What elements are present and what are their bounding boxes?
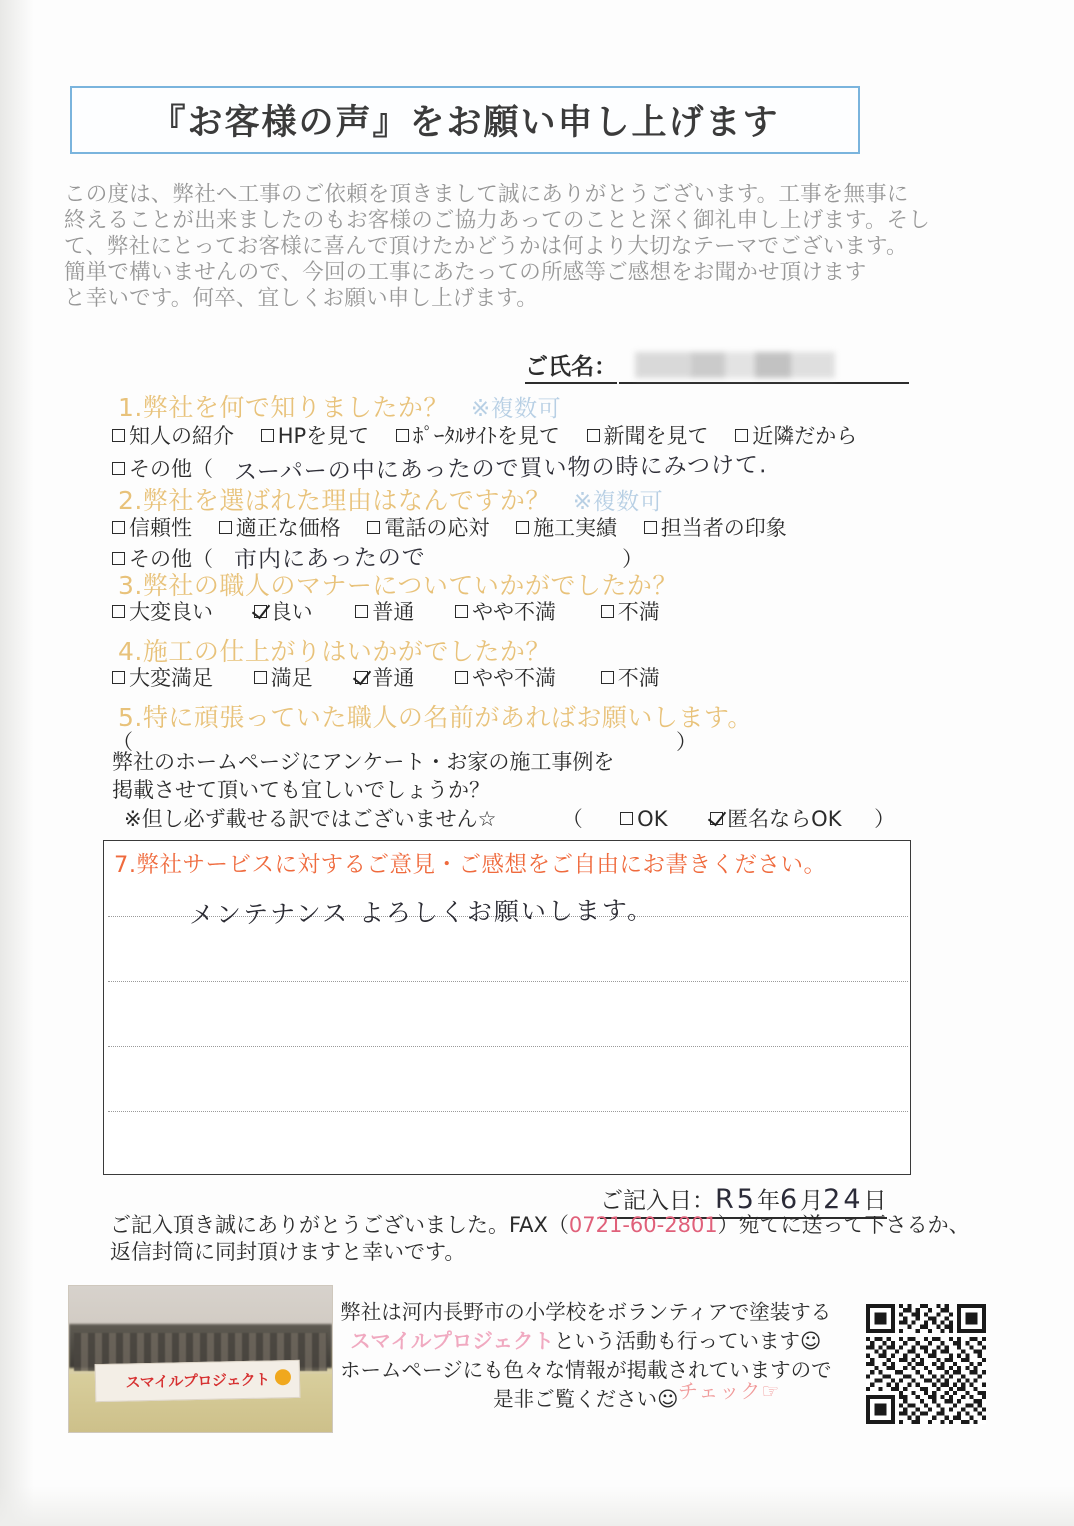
entry-date-month: 6 <box>779 1184 801 1215</box>
checkbox-icon[interactable] <box>587 429 600 442</box>
question-1-heading <box>118 388 561 424</box>
q2-option-staff-impression[interactable] <box>644 512 787 542</box>
question-4-heading-text: 4.施工の仕上がりはいかがでしたか？ <box>118 637 551 666</box>
question-5-heading <box>118 698 753 734</box>
checkbox-checked-icon[interactable] <box>254 605 267 618</box>
intro-paragraph <box>64 182 1024 312</box>
promo-line-3: ホームページにも色々な情報が掲載されていますので <box>340 1358 832 1382</box>
checkbox-icon[interactable] <box>112 462 125 475</box>
entry-date-day: 24 <box>823 1184 864 1215</box>
checkbox-icon[interactable] <box>355 605 368 618</box>
checkbox-icon[interactable] <box>112 429 125 442</box>
q2-other-close-paren: ） <box>622 547 644 571</box>
q3-option-good[interactable] <box>254 596 313 626</box>
q3-option-label: 良い <box>270 600 313 624</box>
q1-option-homepage[interactable] <box>261 420 369 450</box>
q1-option-label: HPを見て <box>277 424 370 448</box>
q2-option-track-record[interactable] <box>516 512 617 542</box>
consent-option-ok[interactable] <box>620 807 667 831</box>
entry-date-year: 5 <box>736 1184 757 1215</box>
checkbox-icon[interactable] <box>620 812 633 825</box>
q1-option-newspaper[interactable] <box>587 420 709 450</box>
q4-option-somewhat-dissatisfied[interactable] <box>455 662 556 692</box>
q2-other-handwritten-value: 市内にあったので <box>233 544 426 574</box>
question-3-heading-text: 3.弊社の職人のマナーについていかがでしたか？ <box>118 571 678 600</box>
q2-other-label: その他（ <box>129 547 213 571</box>
intro-line-5: と幸いです。何卒、宜しくお願い申し上げます。 <box>64 286 538 311</box>
checkbox-checked-icon[interactable] <box>710 812 723 825</box>
q4-option-satisfied[interactable] <box>254 662 313 692</box>
entry-date-year-unit: 年 <box>756 1188 780 1214</box>
q4-option-label: やや不満 <box>472 666 557 690</box>
scan-edge-shadow-bottom <box>0 1486 1074 1526</box>
q3-option-somewhat-dissatisfied[interactable] <box>455 596 556 626</box>
q2-option-fair-price[interactable] <box>219 512 341 542</box>
checkbox-icon[interactable] <box>367 521 380 534</box>
q4-option-label: 大変満足 <box>129 666 213 690</box>
question-5-open-paren: （ <box>112 730 133 754</box>
sun-icon <box>275 1369 291 1385</box>
consent-line-1: 弊社のホームページにアンケート・お家の施工事例を <box>112 750 615 774</box>
q2-option-label: 電話の応対 <box>384 516 490 540</box>
checkbox-icon[interactable] <box>455 671 468 684</box>
q1-option-label: 知人の紹介 <box>129 424 234 448</box>
document-title: 『お客様の声』をお願い申し上げます <box>150 102 780 143</box>
q3-option-label: 普通 <box>372 600 415 624</box>
checkbox-icon[interactable] <box>112 605 125 618</box>
q4-option-average[interactable] <box>355 662 414 692</box>
question-2-multi-note: ※複数可 <box>572 489 664 515</box>
q4-option-label: 不満 <box>617 666 660 690</box>
name-redaction-mask <box>635 352 835 378</box>
checkbox-icon[interactable] <box>112 552 125 565</box>
checkbox-icon[interactable] <box>735 429 748 442</box>
checkbox-icon[interactable] <box>254 671 267 684</box>
q4-option-label: 普通 <box>372 666 415 690</box>
intro-line-2: 終えることが出来ましたのもお客様のご協力あってのことと深く御礼申し上げます。そし <box>64 208 931 233</box>
q4-option-very-satisfied[interactable] <box>112 662 213 692</box>
promo-brand-name: スマイルプロジェクト <box>350 1329 554 1353</box>
q4-option-dissatisfied[interactable] <box>601 662 660 692</box>
thanks-line-1 <box>110 1212 970 1239</box>
entry-date-era: R <box>715 1184 737 1215</box>
free-comment-box[interactable] <box>103 840 911 1175</box>
question-4-options <box>112 662 680 692</box>
q2-option-phone-response[interactable] <box>367 512 489 542</box>
consent-line-2: 掲載させて頂いても宜しいでしょうか？ <box>112 778 490 802</box>
question-3-options <box>112 596 680 626</box>
question-1-heading-text: 1.弊社を何で知りましたか？ <box>118 393 449 422</box>
question-2-options <box>112 512 807 542</box>
name-field-input[interactable] <box>619 354 909 384</box>
thanks-text-a: ご記入頂き誠にありがとうございました。FAX（ <box>110 1213 569 1237</box>
q1-option-label: 近隣だから <box>752 424 858 448</box>
comment-handwritten-value: メンテナンス よろしくお願いします。 <box>188 895 655 930</box>
checkbox-icon[interactable] <box>112 671 125 684</box>
comment-rule-line <box>108 1111 908 1112</box>
entry-date-month-unit: 月 <box>800 1188 824 1214</box>
q3-option-label: 不満 <box>617 600 660 624</box>
consent-note-row <box>124 803 895 833</box>
q3-option-label: 大変良い <box>129 600 213 624</box>
entry-date-label: ご記入日： <box>600 1188 715 1214</box>
thanks-text-b: ）宛てに送って下さるか、 <box>717 1213 970 1237</box>
q1-option-portal-site[interactable] <box>396 420 560 450</box>
checkbox-icon[interactable] <box>601 671 614 684</box>
consent-note: ※但し必ず載せる訳ではございません☆ <box>124 807 497 831</box>
promo-line-4: 是非ご覧ください☺ <box>493 1387 679 1411</box>
q1-option-label: ﾎﾟｰﾀﾙｻｲﾄを見て <box>412 424 560 448</box>
name-field-label: ご氏名： <box>525 348 617 384</box>
consent-option-label: 匿名ならOK <box>727 807 842 831</box>
q2-option-label: 適正な価格 <box>235 516 341 540</box>
comment-rule-line <box>108 1046 908 1047</box>
consent-close-paren: ） <box>874 807 896 831</box>
intro-line-1: この度は、弊社へ工事のご依頼を頂きまして誠にありがとうございます。工事を無事に <box>64 182 909 207</box>
consent-option-label: OK <box>637 807 668 831</box>
qr-code[interactable] <box>866 1304 986 1424</box>
checkbox-icon[interactable] <box>601 605 614 618</box>
question-5-close-paren: ） <box>676 730 697 754</box>
q3-option-dissatisfied[interactable] <box>601 596 660 626</box>
q2-option-label: 信頼性 <box>129 516 192 540</box>
checkbox-icon[interactable] <box>219 521 232 534</box>
name-field-row <box>525 348 909 384</box>
qr-code-svg <box>866 1304 986 1424</box>
question-5-heading-text: 5.特に頑張っていた職人の名前があればお願いします。 <box>118 703 753 732</box>
checkbox-icon[interactable] <box>396 429 409 442</box>
promo-line-1: 弊社は河内長野市の小学校をボランティアで塗装する <box>340 1300 832 1324</box>
comment-section-heading: 7.弊社サービスに対するご意見・ご感想をご自由にお書きください。 <box>114 852 827 878</box>
q1-other-handwritten-value: スーパーの中にあったので買い物の時にみつけて. <box>233 452 768 486</box>
q3-option-label: やや不満 <box>472 600 557 624</box>
photo-banner <box>95 1360 301 1402</box>
thanks-fax-block <box>110 1212 970 1266</box>
checkbox-icon[interactable] <box>261 429 274 442</box>
checkbox-icon[interactable] <box>112 521 125 534</box>
question-1-other-row[interactable] <box>112 450 768 486</box>
checkbox-icon[interactable] <box>455 605 468 618</box>
q2-option-label: 担当者の印象 <box>660 516 787 540</box>
smile-project-photo <box>68 1285 333 1433</box>
thanks-line-2: 返信封筒に同封頂けますと幸いです。 <box>110 1240 466 1264</box>
promo-line-2 <box>340 1327 832 1356</box>
q3-option-very-good[interactable] <box>112 596 213 626</box>
question-1-multi-note: ※複数可 <box>470 396 562 422</box>
q4-option-label: 満足 <box>270 666 313 690</box>
photo-banner-text: スマイルプロジェクト <box>125 1370 271 1392</box>
check-arrow-text: チェック☞ <box>678 1379 781 1403</box>
q2-option-label: 施工実績 <box>533 516 618 540</box>
q2-option-trust[interactable] <box>112 512 192 542</box>
promo-line-2-rest: という活動も行っています☺ <box>554 1329 822 1353</box>
scan-edge-shadow-left <box>0 0 34 1526</box>
checkbox-icon[interactable] <box>644 521 657 534</box>
entry-date-day-unit: 日 <box>863 1188 887 1214</box>
checkbox-icon[interactable] <box>516 521 529 534</box>
comment-rule-line <box>108 981 908 982</box>
intro-line-3: て、弊社にとってお客様に喜んで頂けたかどうかは何より大切なテーマでございます。 <box>64 234 908 259</box>
checkbox-checked-icon[interactable] <box>355 671 368 684</box>
q3-option-average[interactable] <box>355 596 414 626</box>
intro-line-4: 簡単で構いませんので、今回の工事にあたっての所感等ご感想をお聞かせ頂けます <box>64 260 867 285</box>
q1-other-label: その他（ <box>129 457 213 481</box>
question-2-heading-text: 2.弊社を選ばれた理由はなんですか？ <box>118 486 551 515</box>
consent-option-anonymous-ok[interactable] <box>710 803 841 833</box>
q1-option-label: 新聞を見て <box>603 424 709 448</box>
fax-number: 0721-60-2801 <box>568 1213 718 1237</box>
document-title-box <box>70 86 860 154</box>
q1-option-referral[interactable] <box>112 420 234 450</box>
consent-open-paren: （ <box>561 807 583 831</box>
